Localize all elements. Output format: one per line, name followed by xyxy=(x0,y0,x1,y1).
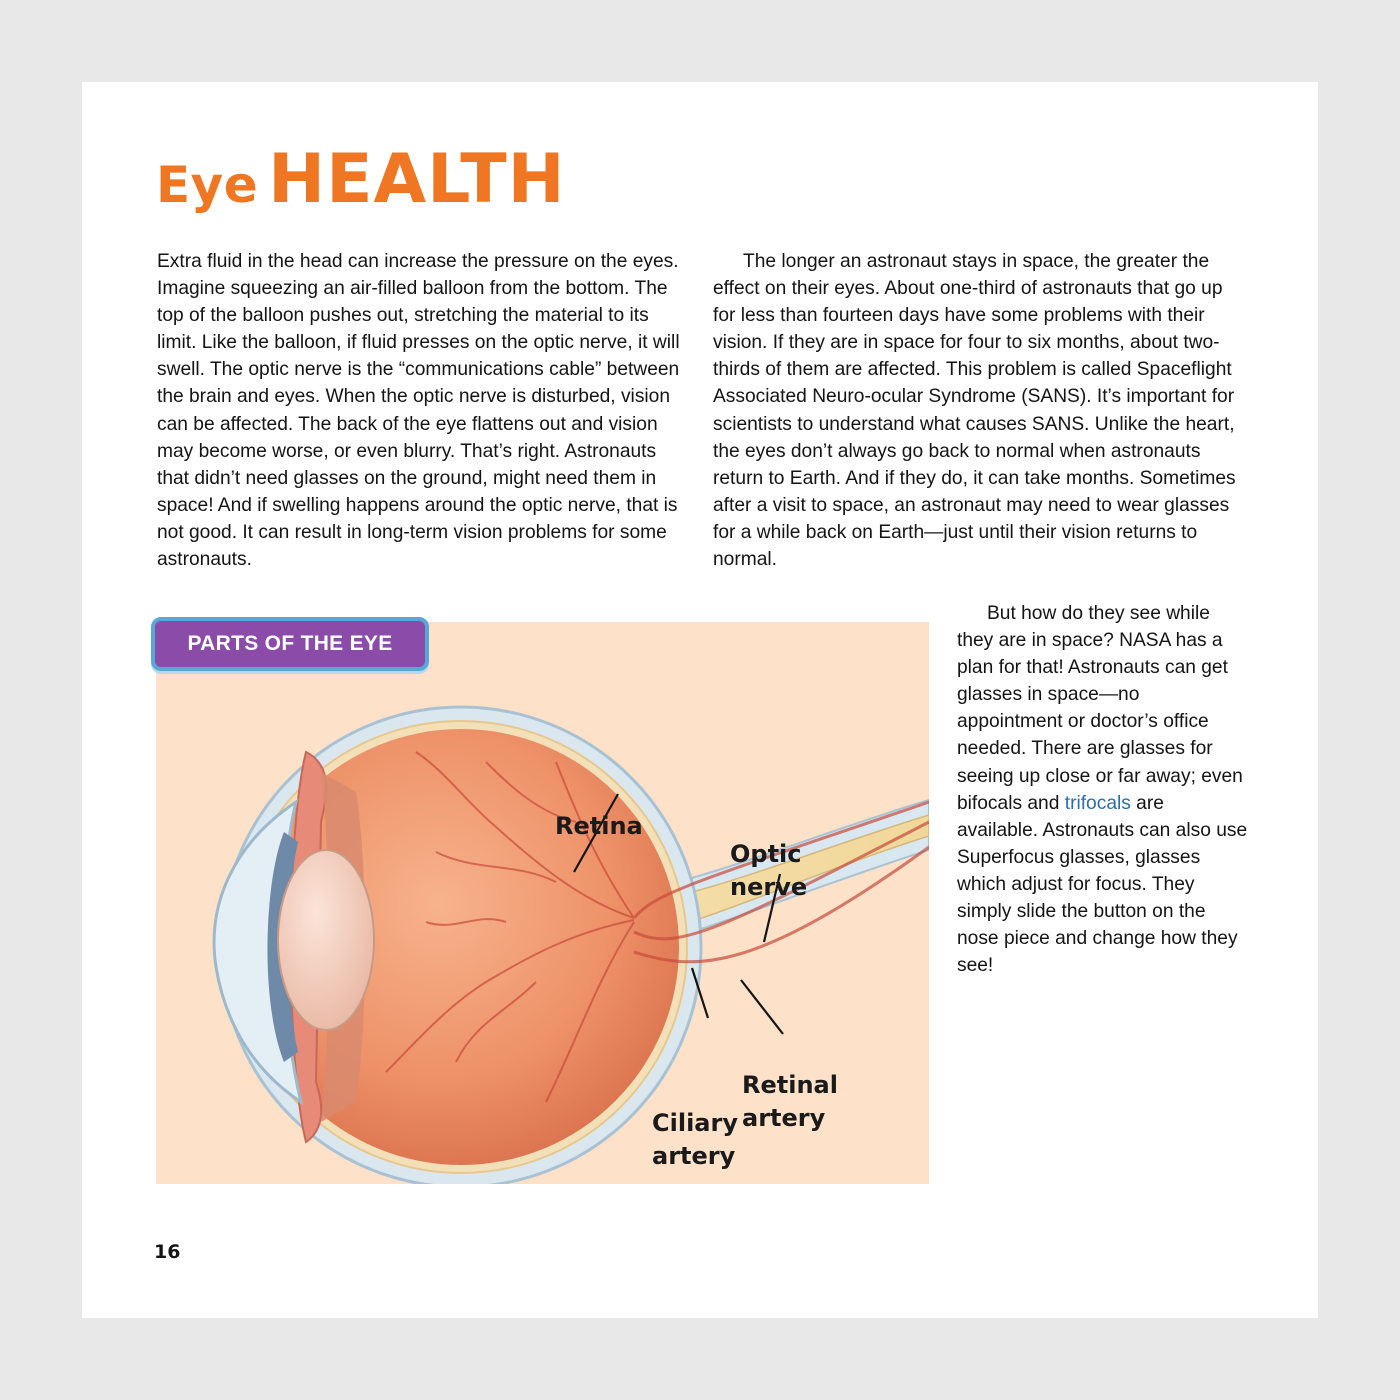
right-paragraph: The longer an astronaut stays in space, the greater the effect on their eyes. About one-third of astronauts that go up for less than fourteen days have some problems with their vision. If they are in space for four to six months, about two-thirds of them are affected. This problem is called Spaceflight Associated Neuro-ocular Syndrome (SANS). It’s important for scientists to understand what causes SANS. Unlike the heart, the eyes don’t always go back to normal when astronauts return to Earth. And if they do, it can take months. Sometimes after a visit to space, an astronaut may need to wear glasses for a while back on Earth—just until their vision returns to normal. xyxy=(713,251,1236,571)
optic-nerve-label: Optic nerve xyxy=(730,840,808,901)
lens-shape xyxy=(278,850,374,1030)
side-text-end: are available. Astronauts can also use Superfocus glasses, glasses which adjust for focus. They simply slide the button on the nose piece and change how they see! xyxy=(957,792,1248,977)
right-column-text xyxy=(713,248,1248,573)
side-text-start: But how do they see while they are in space? NASA has a plan for that! Astronauts can get glasses in space—no appointment or doctor’s office needed. There are glasses for seeing up close or far away; even bifocals and xyxy=(957,603,1243,814)
title-part-eye: Eye xyxy=(156,156,259,214)
eye-diagram xyxy=(156,622,929,1184)
ciliary-artery-label: Ciliary artery xyxy=(652,1109,738,1170)
page-title xyxy=(156,140,566,219)
retinal-artery-label: Retinal artery xyxy=(742,1071,838,1132)
left-column-text xyxy=(157,248,682,573)
title-part-health: HEALTH xyxy=(268,140,566,219)
book-page xyxy=(82,82,1318,1318)
side-paragraph xyxy=(957,600,1249,979)
left-paragraph: Extra fluid in the head can increase the pressure on the eyes. Imagine squeezing an air-filled balloon from the bottom. The top of the balloon pushes out, stretching the material to its limit. Like the balloon, if fluid presses on the optic nerve, it will swell. The optic nerve is the “communications cable” between the brain and eyes. When the optic nerve is disturbed, vision can be affected. The back of the eye flattens out and vision may become worse, or even blurry. That’s right. Astronauts that didn’t need glasses on the ground, might need them in space! And if swelling happens around the optic nerve, that is not good. It can result in long-term vision problems for some astronauts. xyxy=(157,251,680,571)
page-number: 16 xyxy=(154,1241,181,1263)
retina-label: Retina xyxy=(555,812,643,840)
parts-of-the-eye-badge: PARTS OF THE EYE xyxy=(151,617,429,671)
side-column-text xyxy=(957,600,1249,979)
trifocals-link[interactable]: trifocals xyxy=(1064,792,1131,814)
